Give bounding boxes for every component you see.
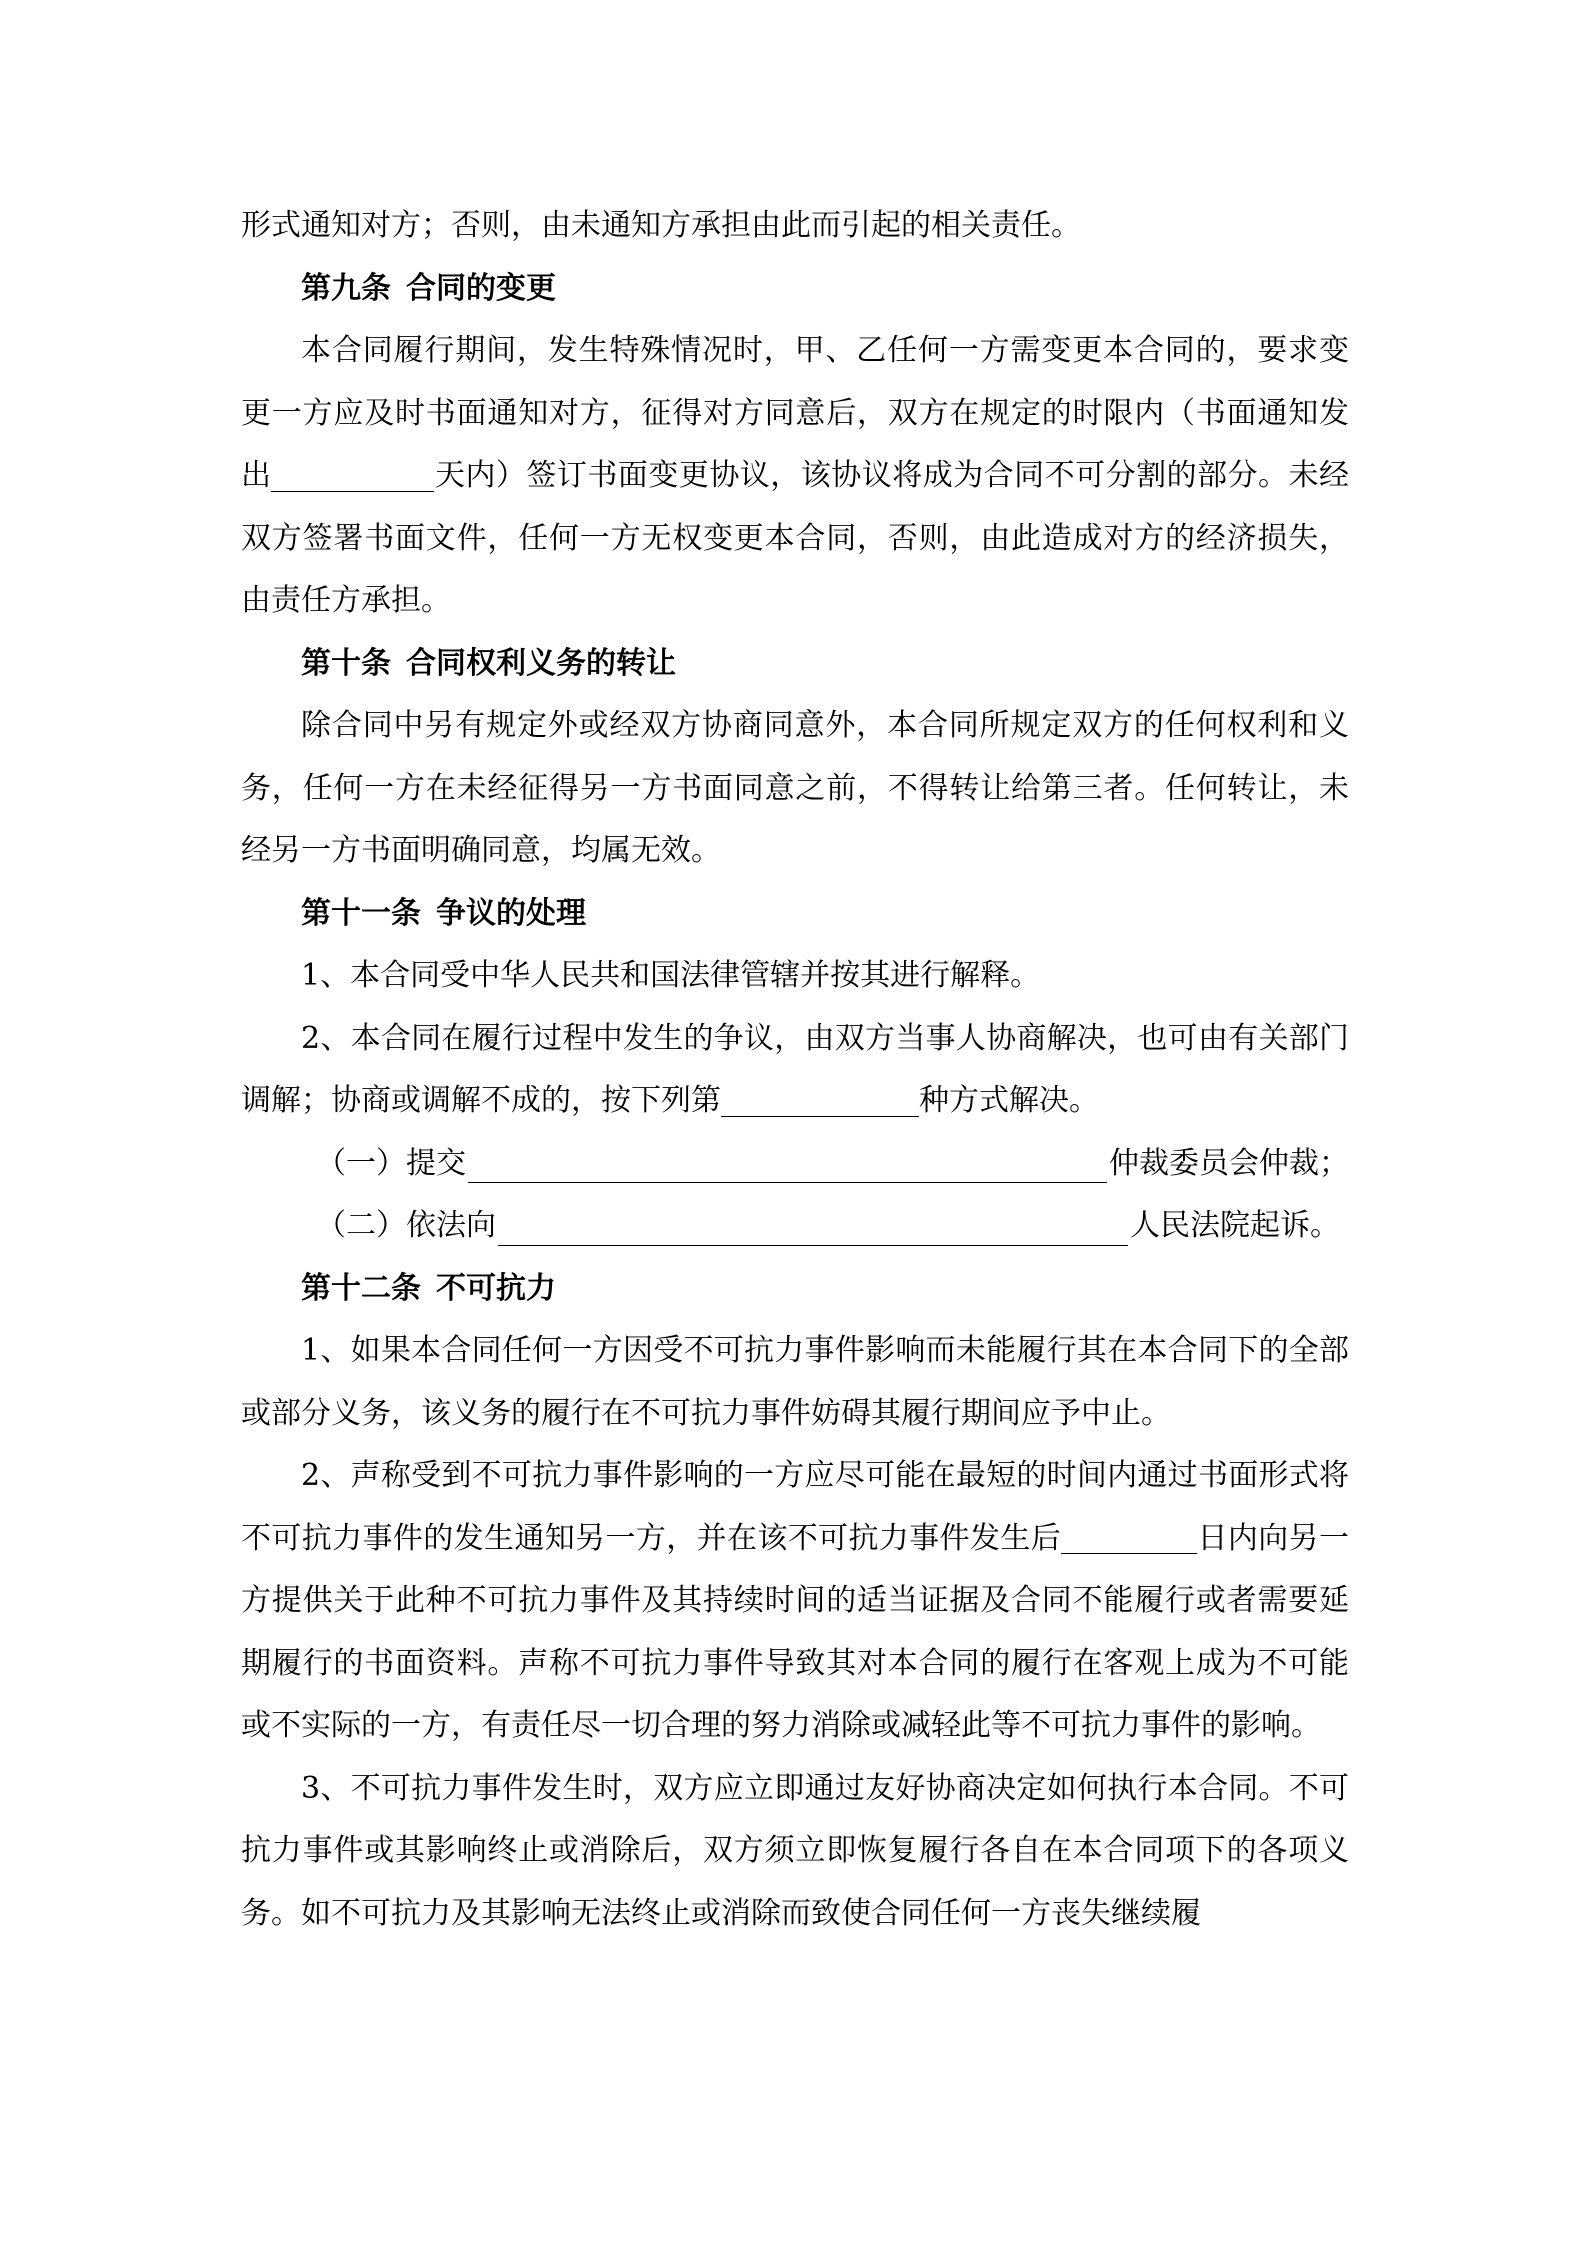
article-12-number: 第十二条 [301, 1270, 421, 1306]
notice-days-blank[interactable] [271, 459, 434, 492]
article-12-clause-2-text-a: 2、声称受到不可抗力事件影响的一方应尽可能在最短的时间内通过书面形式将不可抗力事件的发生通知另一方，并在该不可抗力事件发生后 [241, 1458, 1349, 1556]
court-name-blank[interactable] [498, 1213, 1128, 1246]
article-9-text-a: 本合同履行期间，发生特殊情况时，甲、乙任何一方需变更本合同的，要求变更一方应及时书面通知对方，征得对方同意后，双方在规定的时限内（书面通知发出 [241, 333, 1349, 493]
article-10-title: 合同权利义务的转让 [406, 645, 676, 681]
dispute-option-court [241, 1195, 1349, 1258]
option-2-prefix: （二）依法向 [316, 1208, 496, 1243]
article-9-number: 第九条 [301, 270, 391, 306]
article-12-clause-3: 3、不可抗力事件发生时，双方应立即通过友好协商决定如何执行本合同。不可抗力事件或其影响终止或消除后，双方须立即恢复履行各自在本合同项下的各项义务。如不可抗力及其影响无法终止或消除而致使合同任何一方丧失继续履 [241, 1770, 1349, 1931]
article-11-clause-2 [241, 1008, 1349, 1133]
article-11-number: 第十一条 [301, 895, 421, 931]
article-9-text-b: 天内）签订书面变更协议，该协议将成为合同不可分割的部分。未经双方签署书面文件，任何一方无权变更本合同，否则，由此造成对方的经济损失，由责任方承担。 [241, 458, 1349, 618]
article-11-clause-2-text-a: 2、本合同在履行过程中发生的争议，由双方当事人协商解决，也可由有关部门调解；协商或调解不成的，按下列第 [241, 1020, 1349, 1118]
article-10-heading [241, 633, 1349, 696]
article-11-clause-1: 1、本合同受中华人民共和国法律管辖并按其进行解释。 [301, 958, 1041, 993]
article-12-clause-1: 1、如果本合同任何一方因受不可抗力事件影响而未能履行其在本合同下的全部或部分义务，该义务的履行在不可抗力事件妨碍其履行期间应予中止。 [241, 1333, 1349, 1431]
article-10-number: 第十条 [301, 645, 391, 681]
article-12-title: 不可抗力 [436, 1270, 556, 1306]
dispute-method-blank[interactable] [721, 1084, 919, 1117]
article-11-heading [241, 883, 1349, 946]
article-12-clause-2 [241, 1445, 1349, 1758]
option-1-prefix: （一）提交 [316, 1145, 466, 1181]
option-1-suffix: 仲裁委员会仲裁； [1109, 1145, 1349, 1181]
option-2-suffix: 人民法院起诉。 [1130, 1208, 1340, 1243]
continuation-paragraph: 形式通知对方；否则，由未通知方承担由此而引起的相关责任。 [241, 208, 1081, 243]
article-9-heading [241, 258, 1349, 321]
evidence-days-blank[interactable] [1061, 1522, 1197, 1555]
article-10-paragraph: 除合同中另有规定外或经双方协商同意外，本合同所规定双方的任何权利和义务，任何一方在未经征得另一方书面同意之前，不得转让给第三者。任何转让，未经另一方书面明确同意，均属无效。 [241, 708, 1349, 868]
article-12-heading [241, 1258, 1349, 1321]
article-11-clause-2-text-b: 种方式解决。 [919, 1083, 1099, 1118]
document-body [241, 195, 1349, 1945]
dispute-option-arbitration [241, 1133, 1349, 1196]
article-12-clause-2-text-b: 日内向另一方提供关于此种不可抗力事件及其持续时间的适当证据及合同不能履行或者需要延期履行的书面资料。声称不可抗力事件导致其对本合同的履行在客观上成为不可能或不实际的一方，有责任尽一切合理的努力消除或减轻此等不可抗力事件的影响。 [241, 1520, 1349, 1743]
article-11-title: 争议的处理 [436, 895, 586, 931]
article-9-title: 合同的变更 [406, 270, 556, 306]
arbitration-commission-blank[interactable] [468, 1151, 1107, 1184]
article-9-paragraph [241, 320, 1349, 633]
